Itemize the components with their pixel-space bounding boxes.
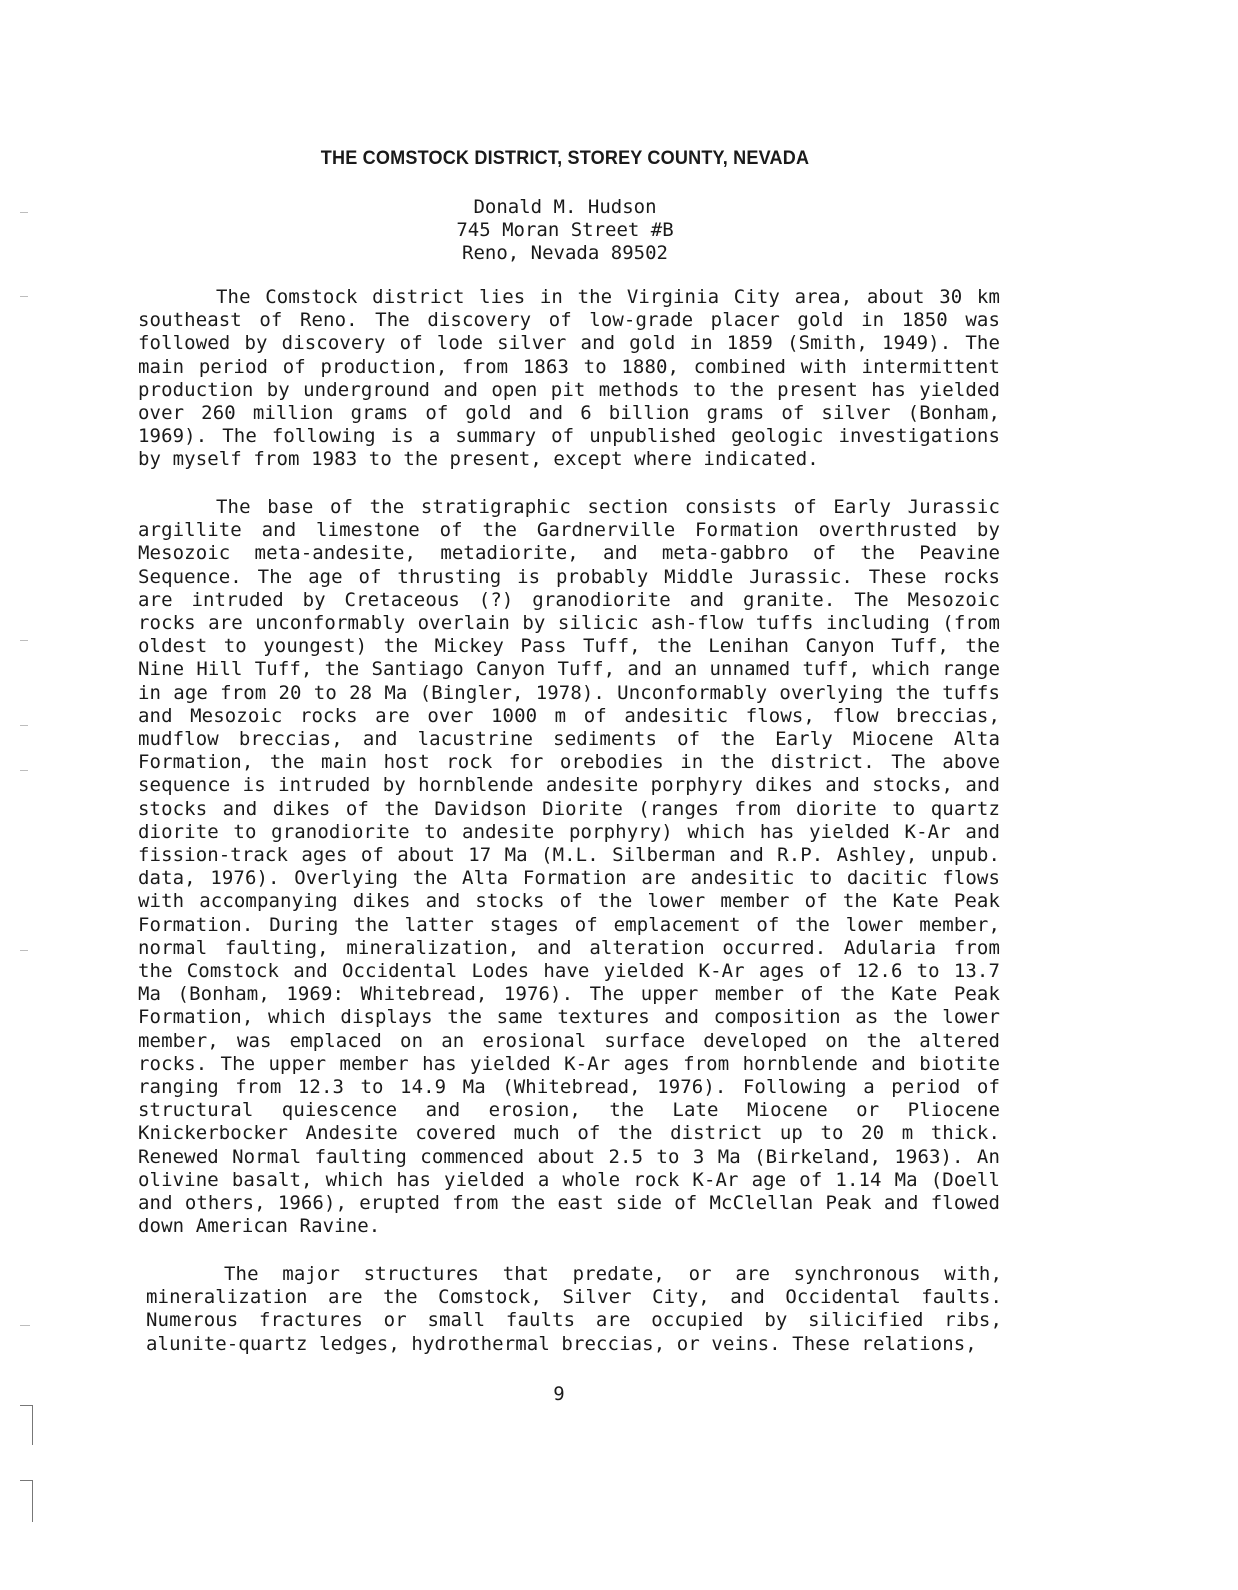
scan-mark [20,1480,32,1481]
scan-mark [20,1405,32,1406]
scan-mark [20,640,28,641]
scan-mark [20,296,28,297]
paragraph-structures: The major structures that predate, or are synchronous with, mineralization are the Comstock, Silver City, and Occidental faults. Numerous fractures or small faults are occupied by silicified ribs, alunite-quartz ledges, hydrothermal breccias, or veins. These relations, [146,1263,1002,1355]
paragraph-intro: The Comstock district lies in the Virginia City area, about 30 km southeast of Reno. The discovery of low-grade placer gold in 1850 was followed by discovery of lode silver and gold in 1859 (Smith, 1949). The main period of production, from 1863 to 1880, combined with intermittent production by underground and open pit methods to the present has yielded over 260 million grams of gold and 6 billion grams of silver (Bonham, 1969). The following is a summary of unpublished geologic investigations by myself from 1983 to the present, except where indicated. [138,286,1000,471]
scan-mark [20,950,28,951]
scan-mark [20,1325,30,1326]
scan-mark [32,1480,33,1522]
page-number: 9 [553,1383,565,1405]
author-city: Reno, Nevada 89502 [462,242,668,264]
author-block [0,196,1130,265]
scan-mark [32,1405,33,1445]
scan-mark [20,725,28,726]
author-name: Donald M. Hudson [473,196,657,218]
paragraph-stratigraphy: The base of the stratigraphic section consists of Early Jurassic argillite and limestone of the Gardnerville Formation overthrusted by Mesozoic meta-andesite, metadiorite, and meta-gabbro of the Peavine Sequence. The age of thrusting is probably Middle Jurassic. These rocks are intruded by Cretaceous (?) granodiorite and granite. The Mesozoic rocks are unconformably overlain by silicic ash-flow tuffs including (from oldest to youngest) the Mickey Pass Tuff, the Lenihan Canyon Tuff, the Nine Hill Tuff, the Santiago Canyon Tuff, and an unnamed tuff, which range in age from 20 to 28 Ma (Bingler, 1978). Unconformably overlying the tuffs and Mesozoic rocks are over 1000 m of andesitic flows, flow breccias, mudflow breccias, and lacustrine sediments of the Early Miocene Alta Formation, the main host rock for orebodies in the district. The above sequence is intruded by hornblende andesite porphyry dikes and stocks, and stocks and dikes of the Davidson Diorite (ranges from diorite to quartz diorite to granodiorite to andesite porphyry) which has yielded K-Ar and fission-track ages of about 17 Ma (M.L. Silberman and R.P. Ashley, unpub. data, 1976). Overlying the Alta Formation are andesitic to dacitic flows with accompanying dikes and stocks of the lower member of the Kate Peak Formation. During the latter stages of emplacement of the lower member, normal faulting, mineralization, and alteration occurred. Adularia from the Comstock and Occidental Lodes have yielded K-Ar ages of 12.6 to 13.7 Ma (Bonham, 1969: Whitebread, 1976). The upper member of the Kate Peak Formation, which displays the same textures and composition as the lower member, was emplaced on an erosional surface developed on the altered rocks. The upper member has yielded K-Ar ages from hornblende and biotite ranging from 12.3 to 14.9 Ma (Whitebread, 1976). Following a period of structural quiescence and erosion, the Late Miocene or Pliocene Knickerbocker Andesite covered much of the district up to 20 m thick. Renewed Normal faulting commenced about 2.5 to 3 Ma (Birkeland, 1963). An olivine basalt, which has yielded a whole rock K-Ar age of 1.14 Ma (Doell and others, 1966), erupted from the east side of McClellan Peak and flowed down American Ravine. [138,496,1000,1238]
document-title: THE COMSTOCK DISTRICT, STOREY COUNTY, NEVADA [320,148,810,169]
author-street: 745 Moran Street #B [456,219,674,241]
scan-mark [20,770,28,771]
